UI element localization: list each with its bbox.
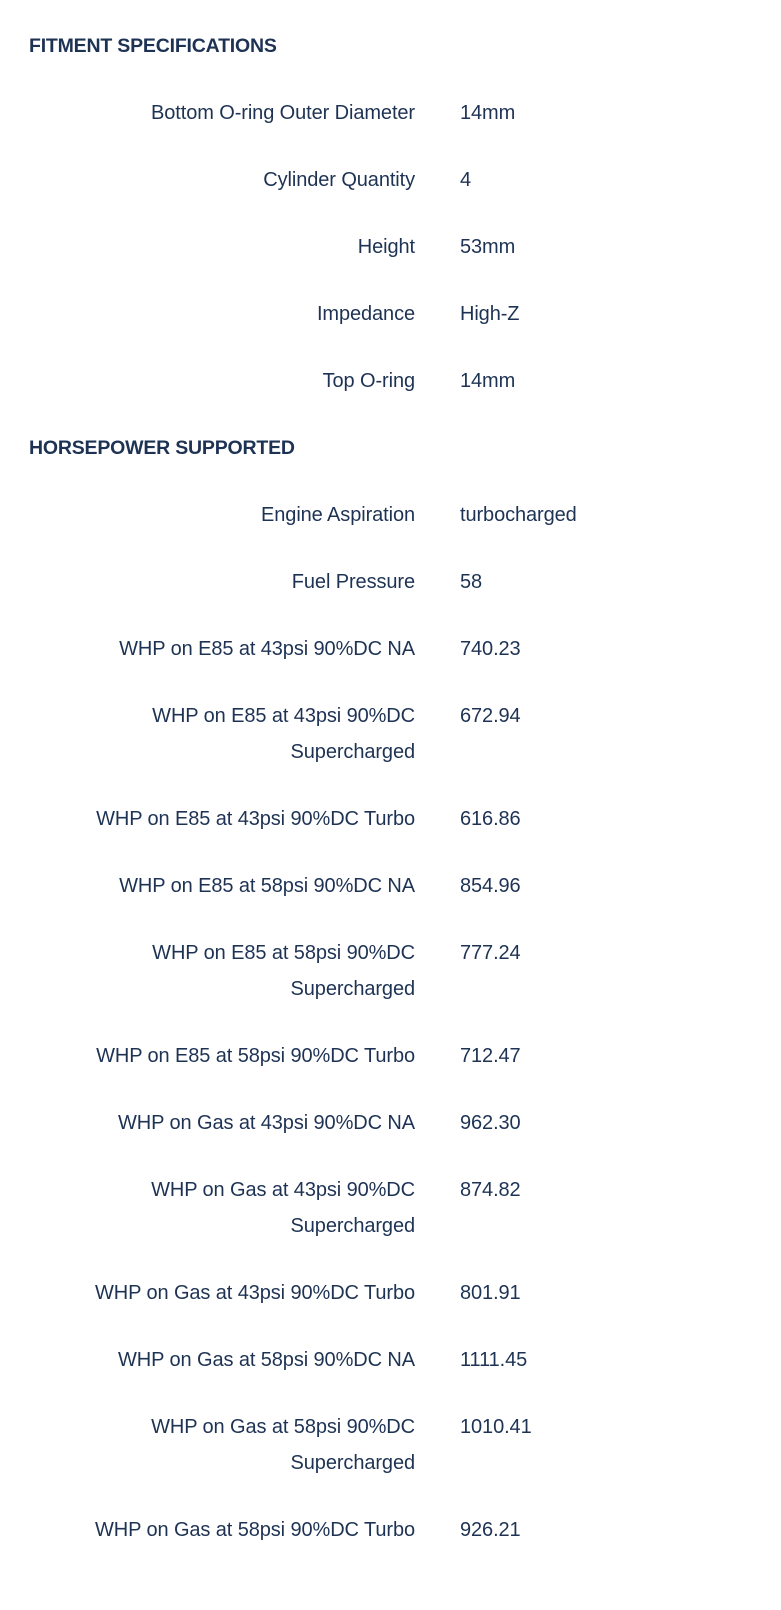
- spec-label: Cylinder Quantity: [263, 169, 415, 191]
- spec-row: [0, 198, 781, 265]
- spec-row: [0, 131, 781, 198]
- spec-label: WHP on E85 at 58psi 90%DC Turbo: [96, 1045, 415, 1067]
- spec-value: 777.24: [460, 942, 521, 964]
- section-title-horsepower: HORSEPOWER SUPPORTED: [29, 437, 295, 459]
- spec-value: 14mm: [460, 102, 516, 124]
- spec-label: WHP on Gas at 43psi 90%DC Supercharged: [151, 1179, 415, 1237]
- spec-value: 616.86: [460, 808, 521, 830]
- spec-row: [0, 533, 781, 600]
- spec-row: [0, 837, 781, 904]
- spec-label: WHP on Gas at 58psi 90%DC NA: [118, 1349, 415, 1371]
- spec-label: WHP on E85 at 43psi 90%DC Supercharged: [152, 705, 415, 763]
- spec-row: [0, 466, 781, 533]
- spec-label: Height: [357, 236, 415, 258]
- spec-value: 1111.45: [460, 1349, 528, 1371]
- spec-value: 672.94: [460, 705, 521, 727]
- spec-row: [0, 1548, 781, 1579]
- spec-row: [0, 1579, 781, 1610]
- spec-value: 1010.41: [460, 1416, 532, 1438]
- spec-value: 712.47: [460, 1045, 521, 1067]
- spec-row: [0, 64, 781, 131]
- spec-label: WHP on Gas at 43psi 90%DC NA: [118, 1112, 415, 1134]
- spec-value: 854.96: [460, 875, 521, 897]
- spec-label: WHP on Gas at 58psi 90%DC Supercharged: [151, 1416, 415, 1474]
- spec-value: 4: [460, 169, 472, 191]
- spec-row: [0, 1378, 781, 1481]
- spec-row: [0, 667, 781, 770]
- spec-row: [0, 1244, 781, 1311]
- spec-row: [0, 600, 781, 667]
- spec-label: WHP on Gas at 43psi 90%DC Turbo: [94, 1282, 415, 1304]
- spec-value: 962.30: [460, 1112, 521, 1134]
- spec-value: 874.82: [460, 1179, 521, 1201]
- spec-value: High-Z: [460, 303, 520, 325]
- spec-row: [0, 1074, 781, 1141]
- fitment-spec-list: [0, 64, 781, 399]
- spec-label: Engine Aspiration: [261, 504, 415, 526]
- spec-row: [0, 1311, 781, 1378]
- spec-row: [0, 770, 781, 837]
- spec-value: 801.91: [460, 1282, 521, 1304]
- spec-value: 926.21: [460, 1519, 521, 1541]
- spec-label: Impedance: [316, 303, 415, 325]
- spec-label: Bottom O-ring Outer Diameter: [151, 102, 415, 124]
- spec-label: WHP on E85 at 58psi 90%DC NA: [119, 875, 415, 897]
- spec-label: WHP on E85 at 58psi 90%DC Supercharged: [152, 942, 415, 1000]
- spec-label: Top O-ring: [322, 370, 415, 392]
- spec-value: turbocharged: [460, 504, 577, 526]
- spec-row: [0, 265, 781, 332]
- spec-row: [0, 332, 781, 399]
- spec-value: 740.23: [460, 638, 521, 660]
- spec-value: 14mm: [460, 370, 516, 392]
- spec-row: [0, 1481, 781, 1548]
- spec-label: WHP on E85 at 43psi 90%DC Turbo: [96, 808, 415, 830]
- spec-row: [0, 1141, 781, 1244]
- spec-row: [0, 1007, 781, 1074]
- section-title-fitment: FITMENT SPECIFICATIONS: [29, 35, 277, 57]
- spec-value: 53mm: [460, 236, 516, 258]
- horsepower-spec-list: [0, 466, 781, 1610]
- spec-label: WHP on Gas at 58psi 90%DC Turbo: [94, 1519, 415, 1541]
- spec-label: Fuel Pressure: [291, 571, 415, 593]
- spec-row: [0, 904, 781, 1007]
- spec-value: 58: [460, 571, 483, 593]
- spec-label: WHP on E85 at 43psi 90%DC NA: [119, 638, 415, 660]
